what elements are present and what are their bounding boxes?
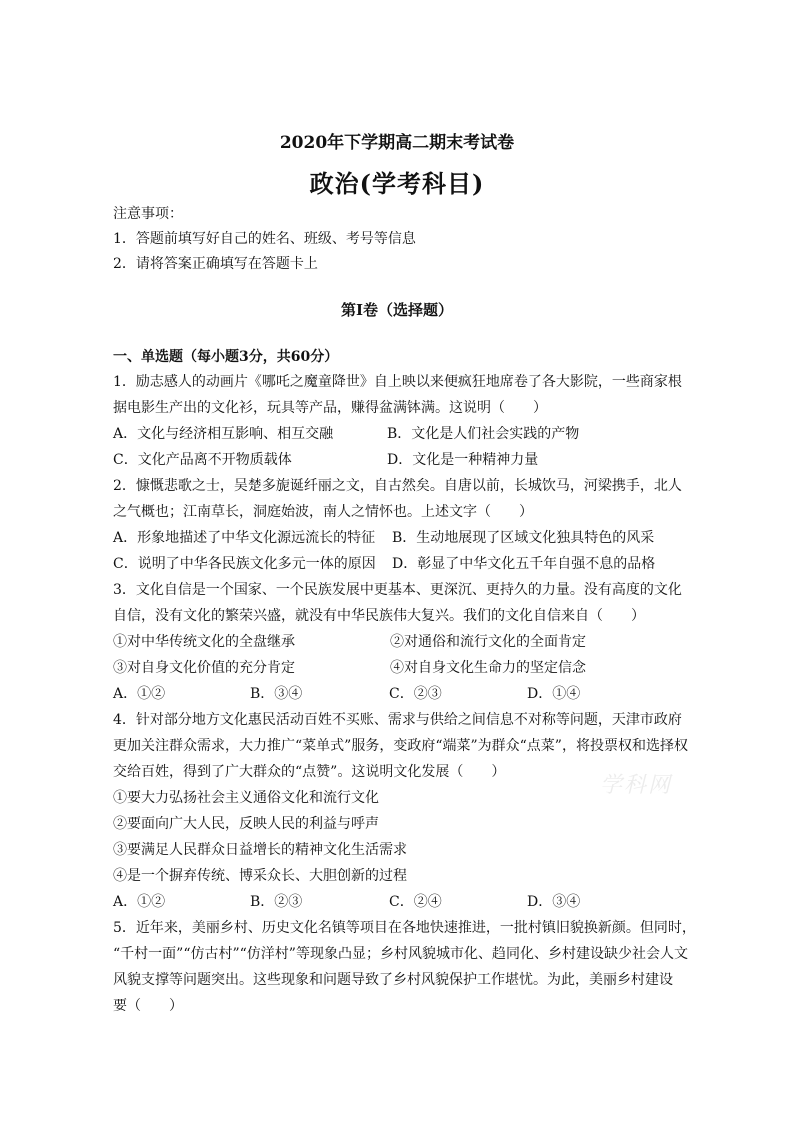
question-1-stem: 1．励志感人的动画片《哪吒之魔童降世》自上映以来便疯狂地席卷了各大影院，一些商家根	[113, 374, 682, 390]
watermark: 学科网	[600, 773, 673, 798]
question-3-option-b: B．③④	[250, 686, 303, 702]
notice-heading: 注意事项：	[113, 206, 183, 222]
notice-item: 2．请将答案正确填写在答题卡上	[113, 256, 318, 272]
question-3-option-a: A．①②	[113, 686, 166, 702]
question-3-statement-4: ④对自身文化生命力的坚定信念	[390, 660, 586, 676]
question-5-stem: 风貌支撑等问题突出。这些现象和问题导致了乡村风貌保护工作堪忧。为此，美丽乡村建设	[113, 972, 673, 988]
section-title: 一、单选题（每小题3分，共60分）	[113, 349, 339, 365]
question-3-statement-2: ②对通俗和流行文化的全面肯定	[390, 634, 586, 650]
question-2-option-b: B．生动地展现了区域文化独具特色的风采	[392, 530, 655, 546]
question-4-statement-2: ②要面向广大人民，反映人民的利益与呼声	[113, 816, 379, 832]
question-5-stem: 要（ ）	[113, 998, 183, 1014]
question-4-option-a: A．①②	[113, 894, 166, 910]
question-3-stem: 自信，没有文化的繁荣兴盛，就没有中华民族伟大复兴。我们的文化自信来自（ ）	[113, 608, 645, 624]
question-1-stem: 据电影生产出的文化衫，玩具等产品，赚得盆满钵满。这说明（ ）	[113, 400, 547, 416]
question-4-option-b: B．②③	[250, 894, 303, 910]
question-3-option-c: C．②③	[389, 686, 442, 702]
question-4-option-d: D．③④	[527, 894, 581, 910]
question-4-stem: 更加关注群众需求，大力推广“菜单式”服务，变政府“端菜”为群众“点菜”，将投票权和选择权	[113, 738, 688, 754]
question-4-statement-1: ①要大力弘扬社会主义通俗文化和流行文化	[113, 790, 379, 806]
question-1-option-a: A．文化与经济相互影响、相互交融	[113, 426, 334, 442]
question-2-option-d: D．彰显了中华文化五千年自强不息的品格	[392, 556, 656, 572]
question-4-stem: 交给百姓，得到了广大群众的“点赞”。这说明文化发展（ ）	[113, 764, 506, 780]
part-title: 第I卷（选择题）	[340, 301, 454, 319]
question-2-stem: 2．慷慨悲歌之士，吴楚多旎诞纤丽之文，自古然矣。自唐以前，长城饮马，河梁携手，北人	[113, 478, 682, 494]
question-3-statement-3: ③对自身文化价值的充分肯定	[113, 660, 295, 676]
question-1-option-c: C．文化产品离不开物质载体	[113, 452, 292, 468]
question-2-option-a: A．形象地描述了中华文化源远流长的特征	[113, 530, 376, 546]
question-4-option-c: C．②④	[389, 894, 442, 910]
question-2-stem: 之气概也；江南草长，洞庭始波，南人之情怀也。上述文字（ ）	[113, 504, 533, 520]
question-4-statement-4: ④是一个摒弃传统、博采众长、大胆创新的过程	[113, 868, 407, 884]
question-4-statement-3: ③要满足人民群众日益增长的精神文化生活需求	[113, 842, 407, 858]
question-3-stem: 3．文化自信是一个国家、一个民族发展中更基本、更深沉、更持久的力量。没有高度的文化	[113, 582, 682, 598]
question-3-option-d: D．①④	[527, 686, 581, 702]
exam-title: 2020年下学期高二期末考试卷	[279, 133, 515, 153]
question-2-option-c: C．说明了中华各民族文化多元一体的原因	[113, 556, 376, 572]
notice-item: 1．答题前填写好自己的姓名、班级、考号等信息	[113, 231, 416, 247]
question-4-stem: 4．针对部分地方文化惠民活动百姓不买账、需求与供给之间信息不对称等问题，天津市政府	[113, 712, 682, 728]
question-5-stem: “千村一面”“仿古村”“仿洋村”等现象凸显；乡村风貌城市化、趋同化、乡村建设缺少社会人文	[113, 946, 688, 962]
question-5-stem: 5．近年来，美丽乡村、历史文化名镇等项目在各地快速推进，一批村镇旧貌换新颜。但同时，	[113, 920, 696, 936]
question-3-statement-1: ①对中华传统文化的全盘继承	[113, 634, 295, 650]
question-1-option-b: B．文化是人们社会实践的产物	[387, 426, 580, 442]
question-1-option-d: D．文化是一种精神力量	[387, 452, 539, 468]
subject-title: 政治(学考科目)	[309, 169, 485, 198]
